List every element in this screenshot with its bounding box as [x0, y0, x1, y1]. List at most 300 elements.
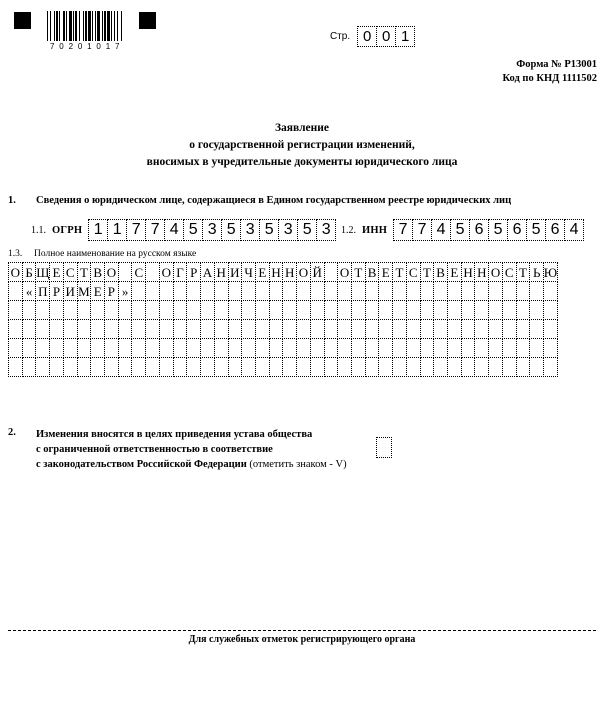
company-name-cell[interactable] — [488, 300, 503, 320]
company-name-cell[interactable] — [255, 338, 270, 358]
barcode-digit: 0 — [77, 42, 83, 51]
company-name-cell[interactable] — [8, 357, 23, 377]
company-name-cell[interactable] — [296, 338, 311, 358]
company-name-cell[interactable] — [269, 357, 284, 377]
company-name-cell[interactable] — [447, 338, 462, 358]
company-name-cell[interactable]: Т — [420, 262, 435, 282]
company-name-cell[interactable] — [104, 300, 119, 320]
company-name-cell[interactable] — [90, 338, 105, 358]
company-name-cell[interactable] — [118, 338, 133, 358]
company-name-cell[interactable] — [145, 262, 160, 282]
page-number-cell[interactable]: 0 — [376, 26, 396, 47]
company-name-cell[interactable] — [131, 357, 146, 377]
company-name-cell[interactable] — [90, 357, 105, 377]
company-name-cell[interactable] — [118, 262, 133, 282]
ogrn-field — [31, 219, 336, 241]
company-name-cell[interactable] — [365, 338, 380, 358]
company-name-cell[interactable] — [186, 319, 201, 339]
company-name-cell[interactable] — [296, 319, 311, 339]
company-name-cell[interactable] — [310, 357, 325, 377]
company-name-cell[interactable] — [282, 319, 297, 339]
company-name-cell[interactable] — [324, 281, 339, 301]
company-name-cell[interactable]: Б — [22, 262, 37, 282]
ogrn-digit-cell[interactable]: 5 — [183, 219, 203, 241]
company-name-cell[interactable] — [200, 300, 215, 320]
company-name-cell[interactable] — [406, 357, 421, 377]
company-name-cell[interactable] — [241, 281, 256, 301]
company-name-cell[interactable] — [324, 338, 339, 358]
company-name-cell[interactable] — [516, 319, 531, 339]
company-name-cell[interactable] — [420, 357, 435, 377]
company-name-cell[interactable]: » — [118, 281, 133, 301]
inn-digit-cell[interactable]: 6 — [545, 219, 565, 241]
company-name-cell[interactable]: Е — [447, 262, 462, 282]
company-name-cell[interactable] — [324, 357, 339, 377]
company-name-cell[interactable] — [49, 338, 64, 358]
company-name-cell[interactable] — [77, 300, 92, 320]
company-name-cell[interactable]: Н — [474, 262, 489, 282]
company-name-cell[interactable] — [228, 300, 243, 320]
page-number-cell[interactable]: 0 — [357, 26, 377, 47]
company-name-cell[interactable] — [8, 338, 23, 358]
company-name-cell[interactable] — [241, 357, 256, 377]
page-number-cells[interactable] — [357, 26, 415, 47]
inn-digit-cell[interactable]: 6 — [469, 219, 489, 241]
company-name-cell[interactable] — [529, 338, 544, 358]
company-name-cell[interactable] — [488, 357, 503, 377]
company-name-cell[interactable] — [8, 281, 23, 301]
company-name-cell[interactable] — [365, 357, 380, 377]
company-name-cell[interactable] — [461, 281, 476, 301]
company-name-cell[interactable] — [447, 281, 462, 301]
company-name-cell[interactable] — [351, 319, 366, 339]
company-name-cell[interactable] — [516, 300, 531, 320]
company-name-cell[interactable]: О — [488, 262, 503, 282]
company-name-cell[interactable] — [145, 319, 160, 339]
company-name-cell[interactable] — [378, 300, 393, 320]
company-name-cell[interactable] — [90, 300, 105, 320]
company-name-cell[interactable] — [351, 357, 366, 377]
company-name-cell[interactable]: Ч — [241, 262, 256, 282]
barcode-digit: 2 — [68, 42, 74, 51]
company-name-label-row — [8, 249, 196, 259]
company-name-cell[interactable] — [324, 319, 339, 339]
company-name-cell[interactable] — [104, 319, 119, 339]
company-name-cell[interactable] — [378, 281, 393, 301]
company-name-cell[interactable]: С — [502, 262, 517, 282]
company-name-cell[interactable] — [282, 281, 297, 301]
company-name-cell[interactable] — [228, 357, 243, 377]
company-name-cell[interactable] — [447, 357, 462, 377]
company-name-cell[interactable]: Ю — [543, 262, 558, 282]
company-name-cell[interactable] — [145, 281, 160, 301]
company-name-cell[interactable] — [406, 281, 421, 301]
company-name-cell[interactable] — [8, 319, 23, 339]
company-name-cell[interactable] — [365, 319, 380, 339]
company-name-cell[interactable] — [433, 319, 448, 339]
company-name-cell[interactable]: Т — [77, 262, 92, 282]
company-name-cell[interactable] — [474, 281, 489, 301]
company-name-cell[interactable] — [269, 281, 284, 301]
company-name-cell[interactable] — [255, 357, 270, 377]
ogrn-digit-cell[interactable]: 1 — [107, 219, 127, 241]
ogrn-input-cells[interactable] — [88, 219, 336, 241]
company-name-cell[interactable] — [543, 319, 558, 339]
company-name-cell[interactable] — [145, 338, 160, 358]
company-name-cell[interactable] — [502, 300, 517, 320]
company-name-cell[interactable] — [516, 281, 531, 301]
company-name-cell[interactable] — [104, 357, 119, 377]
company-name-cell[interactable] — [255, 300, 270, 320]
company-name-cell[interactable]: С — [131, 262, 146, 282]
company-name-cell[interactable] — [173, 357, 188, 377]
registry-identifiers-row — [8, 219, 598, 243]
ogrn-digit-cell[interactable]: 1 — [88, 219, 108, 241]
company-name-cell[interactable] — [145, 357, 160, 377]
company-name-cell[interactable] — [502, 319, 517, 339]
company-name-cell[interactable] — [310, 319, 325, 339]
company-name-cell[interactable] — [474, 300, 489, 320]
company-name-cell[interactable]: Р — [186, 262, 201, 282]
company-name-cell[interactable] — [22, 338, 37, 358]
company-name-cell[interactable] — [543, 357, 558, 377]
company-name-cell[interactable]: О — [296, 262, 311, 282]
company-name-cell[interactable] — [337, 357, 352, 377]
barcode-digit: 7 — [114, 42, 120, 51]
company-name-cell[interactable] — [241, 338, 256, 358]
company-name-cell[interactable] — [310, 300, 325, 320]
company-name-cell[interactable] — [282, 357, 297, 377]
company-name-cell[interactable] — [406, 300, 421, 320]
company-name-cell[interactable] — [241, 300, 256, 320]
company-name-cell[interactable] — [543, 281, 558, 301]
barcode-digits — [47, 42, 123, 51]
company-name-cell[interactable] — [269, 300, 284, 320]
company-name-cell[interactable] — [159, 319, 174, 339]
company-name-cell[interactable] — [200, 357, 215, 377]
company-name-cell[interactable]: Н — [461, 262, 476, 282]
inn-digit-cell[interactable]: 5 — [450, 219, 470, 241]
company-name-cell[interactable] — [543, 338, 558, 358]
company-name-cell[interactable]: Р — [49, 281, 64, 301]
inn-digit-cell[interactable]: 5 — [488, 219, 508, 241]
company-name-cell[interactable] — [433, 338, 448, 358]
ogrn-digit-cell[interactable]: 3 — [202, 219, 222, 241]
company-name-cell[interactable] — [228, 319, 243, 339]
company-name-index: 1.3. — [8, 249, 23, 259]
company-name-cell[interactable] — [173, 338, 188, 358]
company-name-cell[interactable] — [516, 357, 531, 377]
company-name-cell[interactable] — [461, 319, 476, 339]
company-name-cell[interactable] — [529, 357, 544, 377]
company-name-grid-row — [8, 281, 558, 301]
barcode-bars — [47, 11, 123, 41]
company-name-cell[interactable] — [63, 319, 78, 339]
company-name-cell[interactable] — [433, 281, 448, 301]
ogrn-digit-cell[interactable]: 7 — [145, 219, 165, 241]
company-name-cell[interactable] — [90, 319, 105, 339]
company-name-cell[interactable] — [214, 281, 229, 301]
company-name-cell[interactable] — [118, 300, 133, 320]
company-name-cell[interactable]: Щ — [35, 262, 50, 282]
ogrn-digit-cell[interactable]: 5 — [221, 219, 241, 241]
company-name-cell[interactable] — [35, 300, 50, 320]
company-name-cell[interactable] — [324, 262, 339, 282]
barcode-digit: 0 — [96, 42, 102, 51]
company-name-cell[interactable] — [214, 338, 229, 358]
company-name-cell[interactable] — [488, 319, 503, 339]
company-name-cell[interactable]: Т — [516, 262, 531, 282]
section-2-checkbox[interactable] — [376, 437, 392, 458]
company-name-cell[interactable] — [8, 300, 23, 320]
company-name-cell[interactable] — [269, 319, 284, 339]
company-name-cell[interactable] — [324, 300, 339, 320]
company-name-cell[interactable] — [173, 319, 188, 339]
company-name-cell[interactable] — [228, 281, 243, 301]
company-name-cell[interactable] — [49, 319, 64, 339]
company-name-cell[interactable] — [77, 338, 92, 358]
company-name-cell[interactable] — [351, 300, 366, 320]
company-name-cell[interactable] — [186, 300, 201, 320]
company-name-cell[interactable] — [63, 357, 78, 377]
company-name-cell[interactable]: О — [159, 262, 174, 282]
page-number-cell[interactable]: 1 — [395, 26, 415, 47]
company-name-cell[interactable]: Е — [90, 281, 105, 301]
company-name-cell[interactable]: Т — [351, 262, 366, 282]
company-name-cell[interactable] — [22, 300, 37, 320]
company-name-cell[interactable] — [296, 357, 311, 377]
company-name-cell[interactable] — [502, 357, 517, 377]
company-name-cell[interactable] — [35, 319, 50, 339]
company-name-cell[interactable] — [378, 338, 393, 358]
company-name-cell[interactable] — [447, 300, 462, 320]
inn-digit-cell[interactable]: 6 — [507, 219, 527, 241]
company-name-cell[interactable] — [22, 357, 37, 377]
company-name-cell[interactable] — [433, 357, 448, 377]
inn-label: ИНН — [362, 224, 388, 236]
ogrn-digit-cell[interactable]: 7 — [126, 219, 146, 241]
company-name-cell[interactable] — [186, 338, 201, 358]
company-name-grid-row — [8, 262, 558, 282]
company-name-cell[interactable] — [228, 338, 243, 358]
company-name-cell[interactable] — [337, 319, 352, 339]
company-name-cell[interactable] — [433, 300, 448, 320]
company-name-cell[interactable] — [269, 338, 284, 358]
inn-digit-cell[interactable]: 4 — [431, 219, 451, 241]
company-name-cell[interactable] — [255, 281, 270, 301]
company-name-cell[interactable] — [488, 281, 503, 301]
company-name-cell[interactable] — [77, 319, 92, 339]
company-name-cell[interactable] — [35, 338, 50, 358]
company-name-cell[interactable] — [392, 281, 407, 301]
company-name-cell[interactable] — [159, 281, 174, 301]
ogrn-digit-cell[interactable]: 3 — [240, 219, 260, 241]
company-name-cell[interactable]: Е — [49, 262, 64, 282]
company-name-cell[interactable] — [529, 300, 544, 320]
company-name-cell[interactable]: И — [63, 281, 78, 301]
company-name-cell[interactable] — [282, 338, 297, 358]
company-name-cell[interactable] — [378, 357, 393, 377]
section-2-hint: (отметить знаком - V) — [246, 459, 347, 470]
company-name-cell[interactable] — [420, 319, 435, 339]
alignment-square-right — [139, 12, 156, 29]
company-name-cell[interactable] — [173, 281, 188, 301]
company-name-cell[interactable]: « — [22, 281, 37, 301]
company-name-cell[interactable] — [200, 338, 215, 358]
section-2-line-3: с законодательством Российской Федерации — [36, 459, 247, 470]
company-name-cell[interactable] — [461, 300, 476, 320]
inn-digit-cell[interactable]: 5 — [526, 219, 546, 241]
company-name-cell[interactable] — [474, 357, 489, 377]
company-name-cell[interactable]: Н — [269, 262, 284, 282]
company-name-cell[interactable]: П — [35, 281, 50, 301]
section-2 — [8, 427, 598, 472]
barcode-core — [47, 11, 123, 51]
company-name-cell[interactable] — [63, 300, 78, 320]
company-name-cell[interactable] — [420, 300, 435, 320]
ogrn-digit-cell[interactable]: 4 — [164, 219, 184, 241]
company-name-cell[interactable] — [406, 319, 421, 339]
company-name-cell[interactable] — [420, 281, 435, 301]
company-name-cell[interactable] — [310, 281, 325, 301]
company-name-cell[interactable]: И — [228, 262, 243, 282]
company-name-cell[interactable] — [241, 319, 256, 339]
company-name-cell[interactable]: Р — [104, 281, 119, 301]
section-1-heading-text: Сведения о юридическом лице, содержащиеся в Едином государственном реестре юридических лиц — [36, 195, 512, 206]
company-name-cell[interactable] — [214, 319, 229, 339]
company-name-cell[interactable] — [131, 300, 146, 320]
company-name-cell[interactable] — [529, 281, 544, 301]
company-name-cell[interactable] — [186, 281, 201, 301]
company-name-cell[interactable] — [35, 357, 50, 377]
company-name-cell[interactable] — [173, 300, 188, 320]
company-name-cell[interactable]: Г — [173, 262, 188, 282]
company-name-cell[interactable] — [461, 338, 476, 358]
company-name-cell[interactable] — [310, 338, 325, 358]
company-name-cell[interactable] — [159, 357, 174, 377]
company-name-cell[interactable] — [378, 319, 393, 339]
company-name-cell[interactable] — [131, 319, 146, 339]
company-name-cell[interactable] — [22, 319, 37, 339]
company-name-cell[interactable] — [118, 357, 133, 377]
company-name-cell[interactable] — [351, 338, 366, 358]
company-name-cell[interactable] — [296, 281, 311, 301]
company-name-cell[interactable] — [118, 319, 133, 339]
inn-digit-cell[interactable]: 7 — [412, 219, 432, 241]
company-name-cell[interactable] — [63, 338, 78, 358]
company-name-grid-row — [8, 319, 558, 339]
company-name-cell[interactable]: М — [77, 281, 92, 301]
company-name-cell[interactable]: С — [63, 262, 78, 282]
company-name-cell[interactable]: О — [337, 262, 352, 282]
section-2-line-1: Изменения вносятся в целях приведения устава общества — [36, 429, 313, 440]
inn-digit-cell[interactable]: 7 — [393, 219, 413, 241]
company-name-cell[interactable] — [365, 300, 380, 320]
company-name-cell[interactable]: В — [433, 262, 448, 282]
company-name-cell[interactable]: О — [8, 262, 23, 282]
company-name-cell[interactable] — [159, 338, 174, 358]
company-name-cell[interactable] — [543, 300, 558, 320]
company-name-cell[interactable]: А — [200, 262, 215, 282]
company-name-cell[interactable]: Й — [310, 262, 325, 282]
company-name-cell[interactable] — [474, 338, 489, 358]
section-2-line-2: с ограниченной ответственностью в соответствие — [36, 444, 273, 455]
company-name-cell[interactable] — [337, 300, 352, 320]
company-name-cell[interactable] — [392, 319, 407, 339]
company-name-cell[interactable] — [214, 357, 229, 377]
ogrn-digit-cell[interactable]: 5 — [297, 219, 317, 241]
inn-digit-cell[interactable]: 4 — [564, 219, 584, 241]
company-name-cell[interactable] — [351, 281, 366, 301]
company-name-cell[interactable] — [337, 281, 352, 301]
company-name-cell[interactable] — [502, 281, 517, 301]
company-name-cell[interactable] — [282, 300, 297, 320]
page-number-label: Стр. — [330, 31, 351, 42]
ogrn-digit-cell[interactable]: 5 — [259, 219, 279, 241]
company-name-cell[interactable] — [131, 281, 146, 301]
company-name-cell[interactable]: О — [104, 262, 119, 282]
ogrn-index: 1.1. — [31, 224, 46, 236]
company-name-cell[interactable]: Е — [255, 262, 270, 282]
company-name-cell[interactable] — [529, 319, 544, 339]
company-name-cell[interactable] — [49, 357, 64, 377]
company-name-cell[interactable] — [255, 319, 270, 339]
company-name-cell[interactable] — [104, 338, 119, 358]
company-name-cell[interactable] — [392, 338, 407, 358]
company-name-cell[interactable] — [131, 338, 146, 358]
company-name-cell[interactable] — [392, 300, 407, 320]
company-name-cell[interactable] — [502, 338, 517, 358]
company-name-cell[interactable]: Ь — [529, 262, 544, 282]
company-name-cell[interactable] — [365, 281, 380, 301]
barcode-digit: 1 — [87, 42, 93, 51]
company-name-cell[interactable] — [200, 319, 215, 339]
company-name-grid[interactable] — [8, 262, 558, 377]
company-name-cell[interactable] — [516, 338, 531, 358]
barcode — [14, 11, 156, 51]
company-name-cell[interactable] — [406, 338, 421, 358]
company-name-cell[interactable] — [296, 300, 311, 320]
form-identification — [502, 58, 597, 86]
company-name-cell[interactable] — [461, 357, 476, 377]
ogrn-digit-cell[interactable]: 3 — [278, 219, 298, 241]
company-name-cell[interactable]: В — [365, 262, 380, 282]
company-name-cell[interactable] — [420, 338, 435, 358]
company-name-grid-row — [8, 338, 558, 358]
inn-field — [341, 219, 584, 241]
company-name-cell[interactable] — [200, 281, 215, 301]
company-name-cell[interactable]: Н — [282, 262, 297, 282]
ogrn-digit-cell[interactable]: 3 — [316, 219, 336, 241]
company-name-cell[interactable]: В — [90, 262, 105, 282]
company-name-cell[interactable] — [49, 300, 64, 320]
company-name-cell[interactable] — [474, 319, 489, 339]
inn-input-cells[interactable] — [393, 219, 584, 241]
company-name-cell[interactable] — [488, 338, 503, 358]
company-name-cell[interactable] — [145, 300, 160, 320]
company-name-cell[interactable] — [214, 300, 229, 320]
company-name-cell[interactable] — [447, 319, 462, 339]
company-name-cell[interactable] — [159, 300, 174, 320]
company-name-cell[interactable]: Т — [392, 262, 407, 282]
company-name-cell[interactable] — [77, 357, 92, 377]
company-name-cell[interactable]: Н — [214, 262, 229, 282]
company-name-cell[interactable] — [392, 357, 407, 377]
company-name-cell[interactable] — [186, 357, 201, 377]
company-name-cell[interactable]: С — [406, 262, 421, 282]
company-name-cell[interactable]: Е — [378, 262, 393, 282]
company-name-cell[interactable] — [337, 338, 352, 358]
